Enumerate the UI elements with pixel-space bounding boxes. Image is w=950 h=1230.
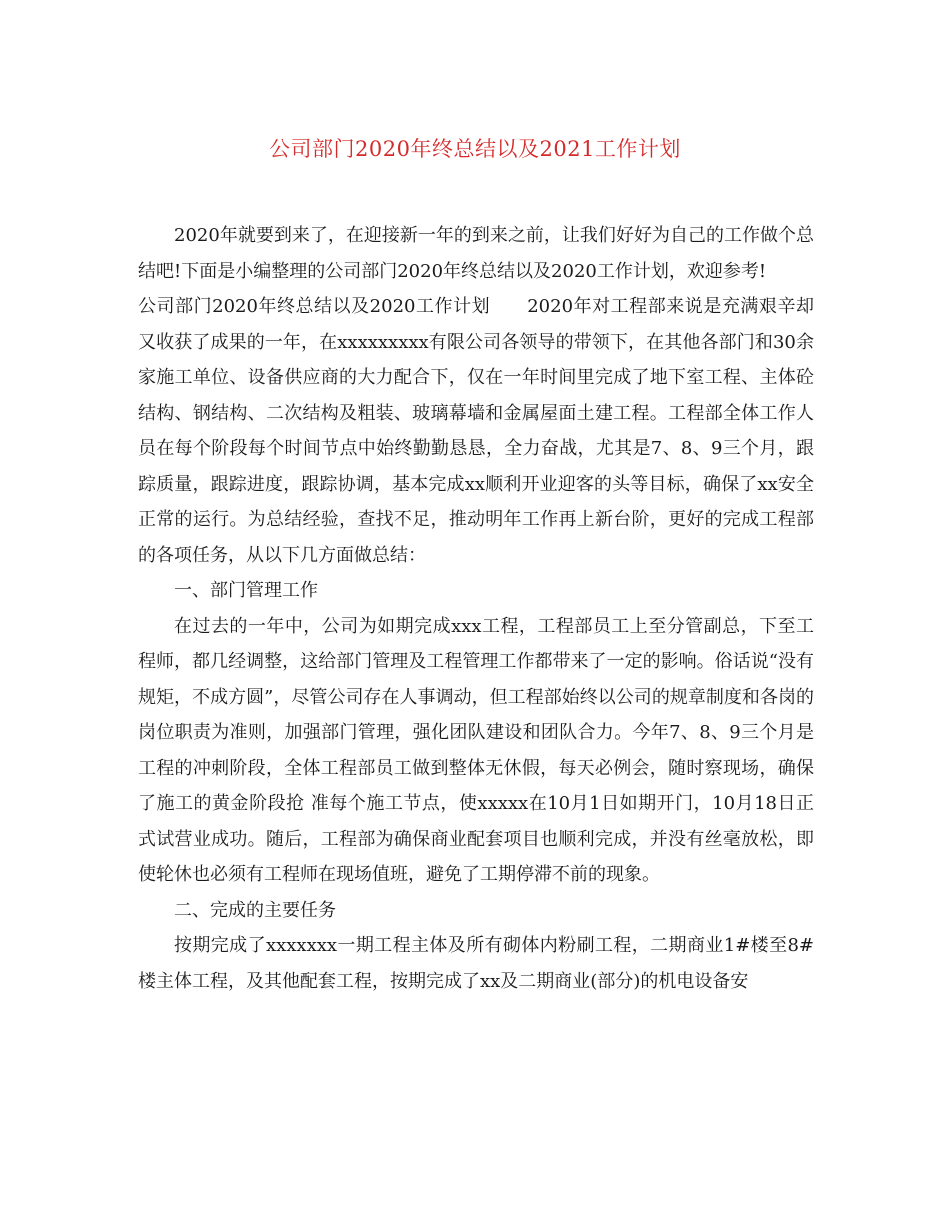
document-body: [138, 218, 814, 999]
document-title: 公司部门2020年终总结以及2021工作计划: [269, 137, 681, 161]
intro-paragraph: 2020年就要到来了，在迎接新一年的到来之前，让我们好好为自己的工作做个总结吧!下面是小编整理的公司部门2020年终总结以及2020工作计划，欢迎参考!: [138, 225, 814, 282]
summary-paragraph: 公司部门2020年终总结以及2020工作计划 2020年对工程部来说是充满艰辛却又收获了成果的一年，在xxxxxxxxx有限公司各领导的带领下，在其他各部门和30余家施工单位、设备供应商的大力配合下，仅在一年时间里完成了地下室工程、主体砼结构、钢结构、二次结构及粗装、玻璃幕墙和金属屋面土建工程。工程部全体工作人员在每个阶段每个时间节点中始终勤勤恳恳，全力奋战，尤其是7、8、9三个月，跟踪质量，跟踪进度，跟踪协调，基本完成xx顺利开业迎客的头等目标，确保了xx安全正常的运行。为总结经验，查找不足，推动明年工作再上新台阶，更好的完成工程部的各项任务，从以下几方面做总结：: [138, 296, 814, 566]
section-heading-department-management: 一、部门管理工作: [174, 580, 318, 601]
section-heading-main-tasks: 二、完成的主要任务: [174, 899, 336, 921]
main-tasks-paragraph: 按期完成了xxxxxxx一期工程主体及所有砌体内粉刷工程，二期商业1#楼至8#楼主体工程，及其他配套工程，按期完成了xx及二期商业(部分)的机电设备安: [138, 935, 814, 992]
department-management-paragraph: 在过去的一年中，公司为如期完成xxx工程，工程部员工上至分管副总，下至工程师，都几经调整，这给部门管理及工程管理工作都带来了一定的影响。俗话说“没有规矩，不成方圆”，尽管公司存在人事调动，但工程部始终以公司的规章制度和各岗的岗位职责为准则，加强部门管理，强化团队建设和团队合力。今年7、8、9三个月是工程的冲刺阶段，全体工程部员工做到整体无休假，每天必例会，随时察现场，确保了施工的黄金阶段抢 准每个施工节点，使xxxxx在10月1日如期开门，10月18日正式试营业成功。随后，工程部为确保商业配套项目也顺利完成，并没有丝毫放松，即使轮休也必须有工程师在现场值班，避免了工期停滞不前的现象。: [138, 615, 814, 885]
